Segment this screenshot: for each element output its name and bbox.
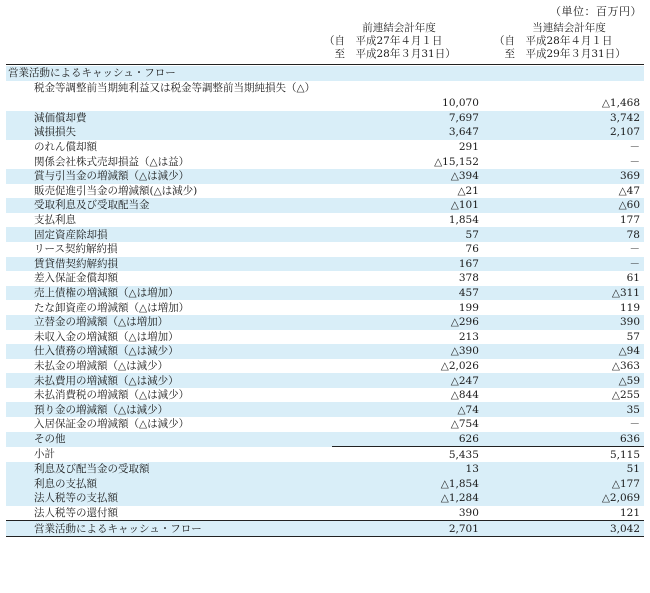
curr-year-value: 177 [619,214,640,227]
curr-year-value: △94 [483,344,644,359]
curr-year-value: 57 [626,330,640,343]
prev-year-value: △394 [332,169,483,184]
table-row [6,476,644,491]
curr-year-value: － [629,418,640,431]
table-row [6,315,644,330]
table-row [6,111,644,126]
curr-year-value: 5,115 [483,447,644,462]
section-header-row [6,66,644,81]
section-title: 営業活動によるキャッシュ・フロー [6,66,332,81]
table-row [6,506,644,521]
period-end: 至 平成28年３月31日） [324,48,456,60]
row-label: 受取利息及び受取配当金 [6,198,332,213]
row-label: 差入保証金償却額 [34,272,118,285]
table-row [6,344,644,359]
period-start: （自 平成27年４月１日 [324,35,443,47]
table-row [6,140,644,155]
row-label: 法人税等の還付額 [34,506,118,519]
table-row [6,242,644,257]
curr-year-value: △1,468 [601,96,640,109]
row-label: 利息の支払額 [6,476,332,491]
curr-year-value: 390 [483,315,644,330]
prev-year-value: △1,284 [332,491,483,506]
cash-flow-table [6,66,644,537]
row-label: 販売促進引当金の増減額(△は減少) [34,184,198,197]
table-row [6,359,644,374]
row-label: 法人税等の支払額 [6,491,332,506]
row-label: 関係会社株式売却損益（△は益） [34,155,190,168]
row-label: 小計 [34,448,55,461]
prev-year-value: △296 [332,315,483,330]
curr-year-value: 119 [619,301,640,314]
table-row [6,184,644,199]
curr-year-value: △311 [483,286,644,301]
row-label: 預り金の増減額（△は減少） [6,402,332,417]
curr-year-value: △177 [483,476,644,491]
prev-year-value: 457 [332,286,483,301]
row-label: 立替金の増減額（△は増加） [6,315,332,330]
row-label: 減損損失 [6,125,332,140]
row-label: リース契約解約損 [34,243,118,256]
prev-year-value: 5,435 [332,447,483,462]
row-label: のれん償却額 [34,141,97,154]
row-label: 仕入債務の増減額（△は減少） [6,344,332,359]
table-row [6,491,644,506]
table-row [6,169,644,184]
curr-year-value: 121 [619,506,640,519]
curr-year-value: － [629,141,640,154]
row-label: 営業活動によるキャッシュ・フロー [6,521,332,537]
prev-year-value: 2,701 [332,521,483,537]
prev-year-value: 1,854 [448,214,479,227]
prev-year-value: 3,647 [332,125,483,140]
row-label: 支払利息 [34,214,76,227]
prev-year-value: 390 [458,506,479,519]
prev-year-value: △15,152 [434,155,479,168]
curr-year-value: △47 [618,184,640,197]
prev-year-value: △2,026 [440,359,479,372]
curr-year-value: 78 [483,227,644,242]
row-label: 売上債権の増減額（△は増加） [6,286,332,301]
row-label: 利息及び配当金の受取額 [6,462,332,477]
curr-year-value: △363 [611,359,640,372]
table-row [6,300,644,315]
prev-year-value: △21 [457,184,479,197]
column-header [6,22,644,65]
curr-year-value: 2,107 [483,125,644,140]
prev-year-value: 213 [458,330,479,343]
row-label: 減価償却費 [6,111,332,126]
curr-year-value: 3,042 [483,521,644,537]
row-label: その他 [6,432,332,447]
row-label: 未収入金の増減額（△は増加） [34,330,179,343]
prev-year-value: △101 [332,198,483,213]
total-row [6,521,644,537]
prev-year-value: 167 [332,257,483,272]
row-label: 賞与引当金の増減額（△は減少） [6,169,332,184]
curr-year-value: － [629,155,640,168]
table-row [6,462,644,477]
row-label: 税金等調整前当期純利益又は税金等調整前当期純損失（△） [34,81,316,94]
table-row [6,373,644,388]
curr-year-value: △255 [611,389,640,402]
curr-year-value: △60 [483,198,644,213]
table-row [6,227,644,242]
column-title: 当連結会計年度 [532,22,606,34]
row-label: 未払消費税の増減額（△は減少） [34,389,190,402]
period-start: （自 平成28年４月１日 [494,35,613,47]
prev-year-value: 378 [458,272,479,285]
prev-year-value: △74 [332,402,483,417]
table-row [6,81,644,111]
prev-year-value: 10,070 [442,96,479,109]
table-row [6,417,644,432]
table-row [6,402,644,417]
prev-year-value: 76 [465,243,479,256]
row-label: 入居保証金の増減額（△は減少） [34,418,190,431]
row-label: 未払費用の増減額（△は減少） [6,373,332,388]
column-header-previous-year [324,22,474,61]
table-row [6,330,644,345]
table-row [6,125,644,140]
prev-year-value: 199 [458,301,479,314]
prev-year-value: △1,854 [332,476,483,491]
curr-year-value: 35 [483,402,644,417]
curr-year-value: 61 [626,272,640,285]
table-row [6,213,644,228]
column-title: 前連結会計年度 [362,22,436,34]
prev-year-value: 7,697 [332,111,483,126]
curr-year-value: 369 [483,169,644,184]
unit-note: （単位：百万円） [550,5,642,18]
period-end: 至 平成29年３月31日） [494,48,626,60]
curr-year-value: 3,742 [483,111,644,126]
curr-year-value: 636 [483,432,644,447]
table-row [6,198,644,213]
table-row [6,271,644,286]
prev-year-value: △754 [450,418,479,431]
table-row [6,286,644,301]
curr-year-value: 51 [483,462,644,477]
prev-year-value: 57 [332,227,483,242]
prev-year-value: 626 [332,432,483,447]
prev-year-value: △247 [332,373,483,388]
row-label: たな卸資産の増減額（△は増加） [34,301,190,314]
table-row [6,388,644,403]
row-label: 固定資産除却損 [6,227,332,242]
curr-year-value: △59 [483,373,644,388]
curr-year-value: △2,069 [483,491,644,506]
table-row [6,154,644,169]
table-row [6,432,644,447]
subtotal-row [6,447,644,462]
curr-year-value: － [483,257,644,272]
row-label: 未払金の増減額（△は減少） [34,359,169,372]
column-header-current-year [494,22,644,61]
table-row [6,257,644,272]
prev-year-value: △390 [332,344,483,359]
prev-year-value: 13 [332,462,483,477]
curr-year-value: － [629,243,640,256]
prev-year-value: △844 [450,389,479,402]
row-label: 賃貸借契約解約損 [6,257,332,272]
prev-year-value: 291 [458,141,479,154]
